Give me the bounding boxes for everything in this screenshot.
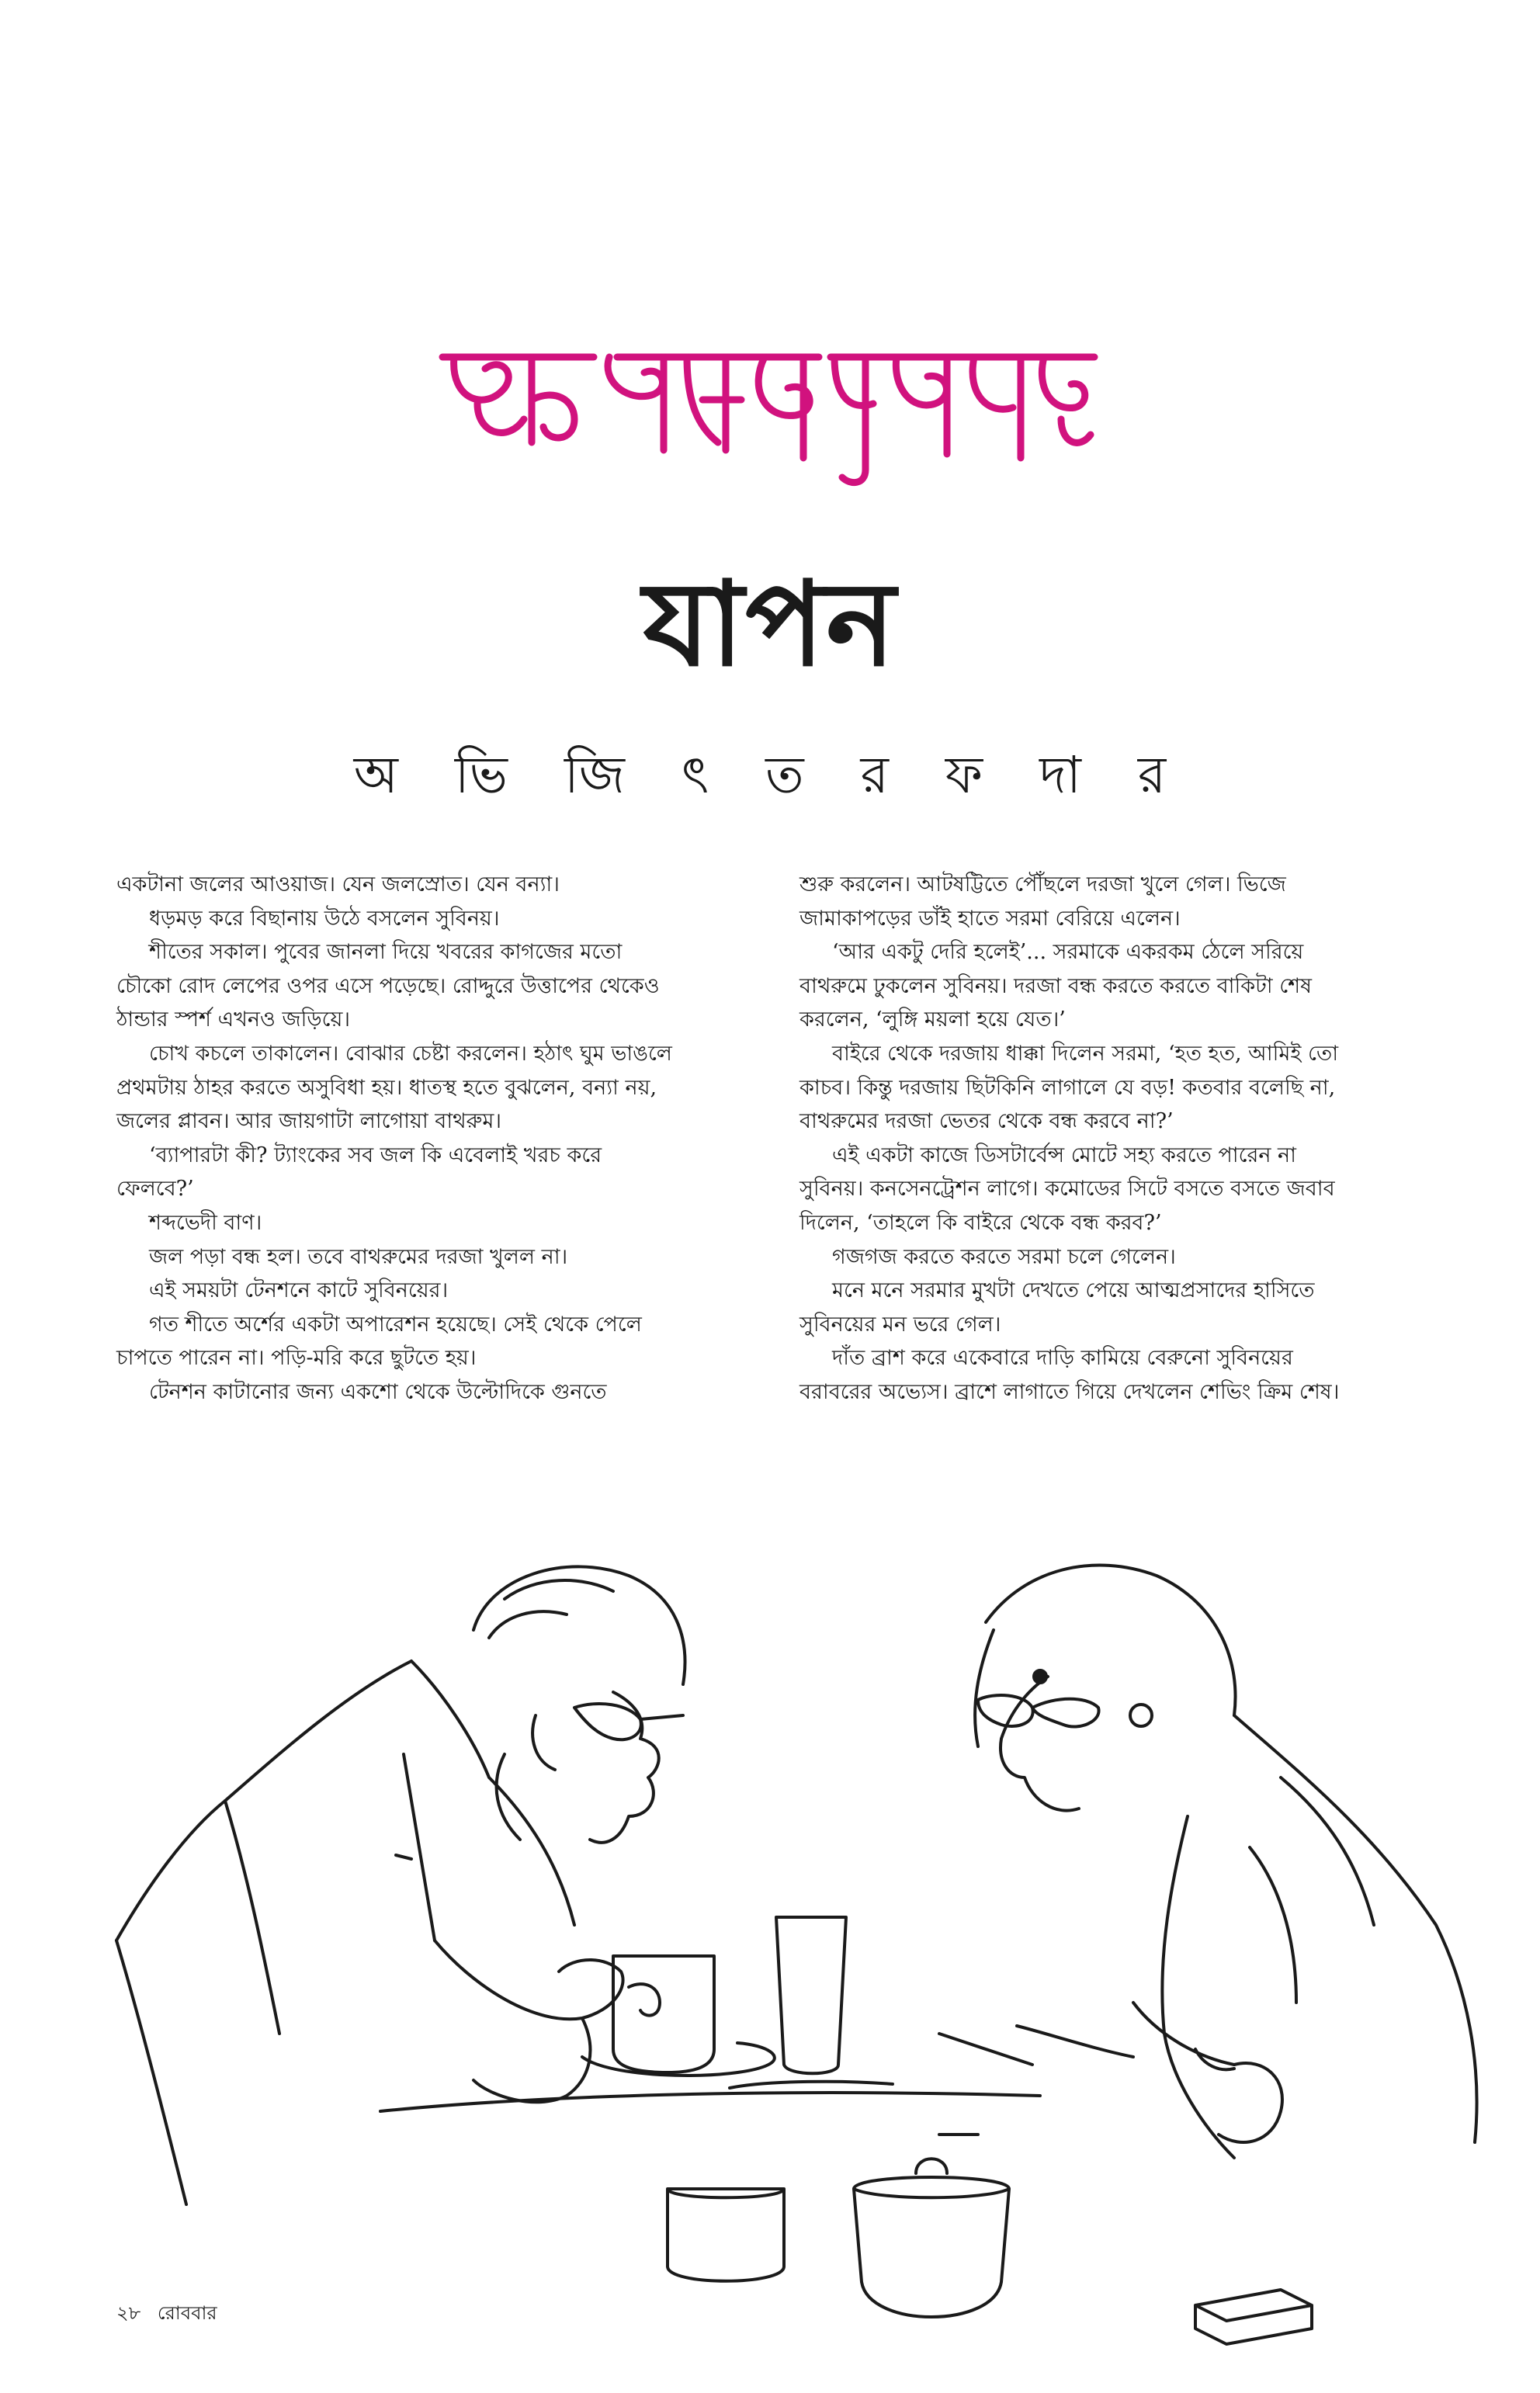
paragraph: শুরু করলেন। আটষট্টিতে পৌঁছলে দরজা খুলে গেল। ভিজে জামাকাপড়ের ডাঁই হাতে সরমা বেরিয়ে এলেন। <box>799 872 1286 931</box>
text-column-left <box>116 868 675 1410</box>
breakfast-couple-illustration <box>70 1521 1529 2391</box>
paragraph: ‘ব্যাপারটা কী? ট্যাংকের সব জল কি এবেলাই খরচ করে ফেলবে?’ <box>116 1143 602 1202</box>
paragraph: মনে মনে সরমার মুখটা দেখতে পেয়ে আত্মপ্রসাদের হাসিতে সুবিনয়ের মন ভরে গেল। <box>799 1278 1315 1337</box>
paragraph: টেনশন কাটানোর জন্য একশো থেকে উল্টোদিকে গুনতে <box>149 1379 607 1404</box>
paragraph: চোখ কচলে তাকালেন। বোঝার চেষ্টা করলেন। হঠাৎ ঘুম ভাঙলে প্রথমটায় ঠাহর করতে অসুবিধা হয়। ধাতস্থ হতে বুঝলেন, বন্যা নয়, জলের প্লাবন। আর জায়গাটা লাগোয়া বাথরুম। <box>116 1041 672 1134</box>
paragraph: ‘আর একটু দেরি হলেই’... সরমাকে একরকম ঠেলে সরিয়ে বাথরুমে ঢুকলেন সুবিনয়। দরজা বন্ধ করতে করতে বাকিটা শেষ করলেন, ‘লুঙ্গি ময়লা হয়ে যেত।’ <box>799 940 1313 1032</box>
magazine-name: রোববার <box>157 2302 217 2324</box>
paragraph: গজগজ করতে করতে সরমা চলে গেলেন। <box>832 1244 1176 1269</box>
story-title: যাপন <box>643 556 897 692</box>
text-column-right <box>799 868 1358 1410</box>
story-author: অ ভি জি ৎ ত র ফ দা র <box>353 745 1187 805</box>
paragraph: শীতের সকাল। পুবের জানলা দিয়ে খবরের কাগজের মতো চৌকো রোদ লেপের ওপর এসে পড়েছে। রোদ্দুরে উত্তাপের থেকেও ঠান্ডার স্পর্শ এখনও জড়িয়ে। <box>116 940 660 1032</box>
page-footer <box>116 2299 228 2330</box>
paragraph: দাঁত ব্রাশ করে একেবারে দাড়ি কামিয়ে বেরুনো সুবিনয়ের বরাবরের অভ্যেস। ব্রাশে লাগাতে গিয়ে দেখলেন শেভিং ক্রিম শেষ। <box>799 1346 1340 1404</box>
paragraph: ধড়মড় করে বিছানায় উঠে বসলেন সুবিনয়। <box>149 906 500 931</box>
paragraph: বাইরে থেকে দরজায় ধাক্কা দিলেন সরমা, ‘হত হত, আমিই তো কাচব। কিন্তু দরজায় ছিটকিনি লাগালে যে বড়! কতবার বলেছি না, বাথরুমের দরজা ভেতর থেকে বন্ধ করবে না?’ <box>799 1041 1339 1134</box>
series-calligraphy-logo <box>431 326 1106 505</box>
paragraph: জল পড়া বন্ধ হল। তবে বাথরুমের দরজা খুলল না। <box>149 1244 568 1269</box>
page-number: ২৮ <box>116 2302 141 2324</box>
paragraph: গত শীতে অর্শের একটা অপারেশন হয়েছে। সেই থেকে পেলে চাপতে পারেন না। পড়ি-মরি করে ছুটতে হয়। <box>116 1312 642 1371</box>
paragraph: এই একটা কাজে ডিসটার্বেন্স মোটে সহ্য করতে পারেন না সুবিনয়। কনসেনট্রেশন লাগে। কমোডের সিটে বসতে বসতে জবাব দিলেন, ‘তাহলে কি বাইরে থেকে বন্ধ করব?’ <box>799 1143 1335 1235</box>
paragraph: একটানা জলের আওয়াজ। যেন জলস্রোত। যেন বন্যা। <box>116 872 560 897</box>
paragraph: শব্দভেদী বাণ। <box>149 1210 262 1235</box>
paragraph: এই সময়টা টেনশনে কাটে সুবিনয়ের। <box>149 1278 449 1303</box>
